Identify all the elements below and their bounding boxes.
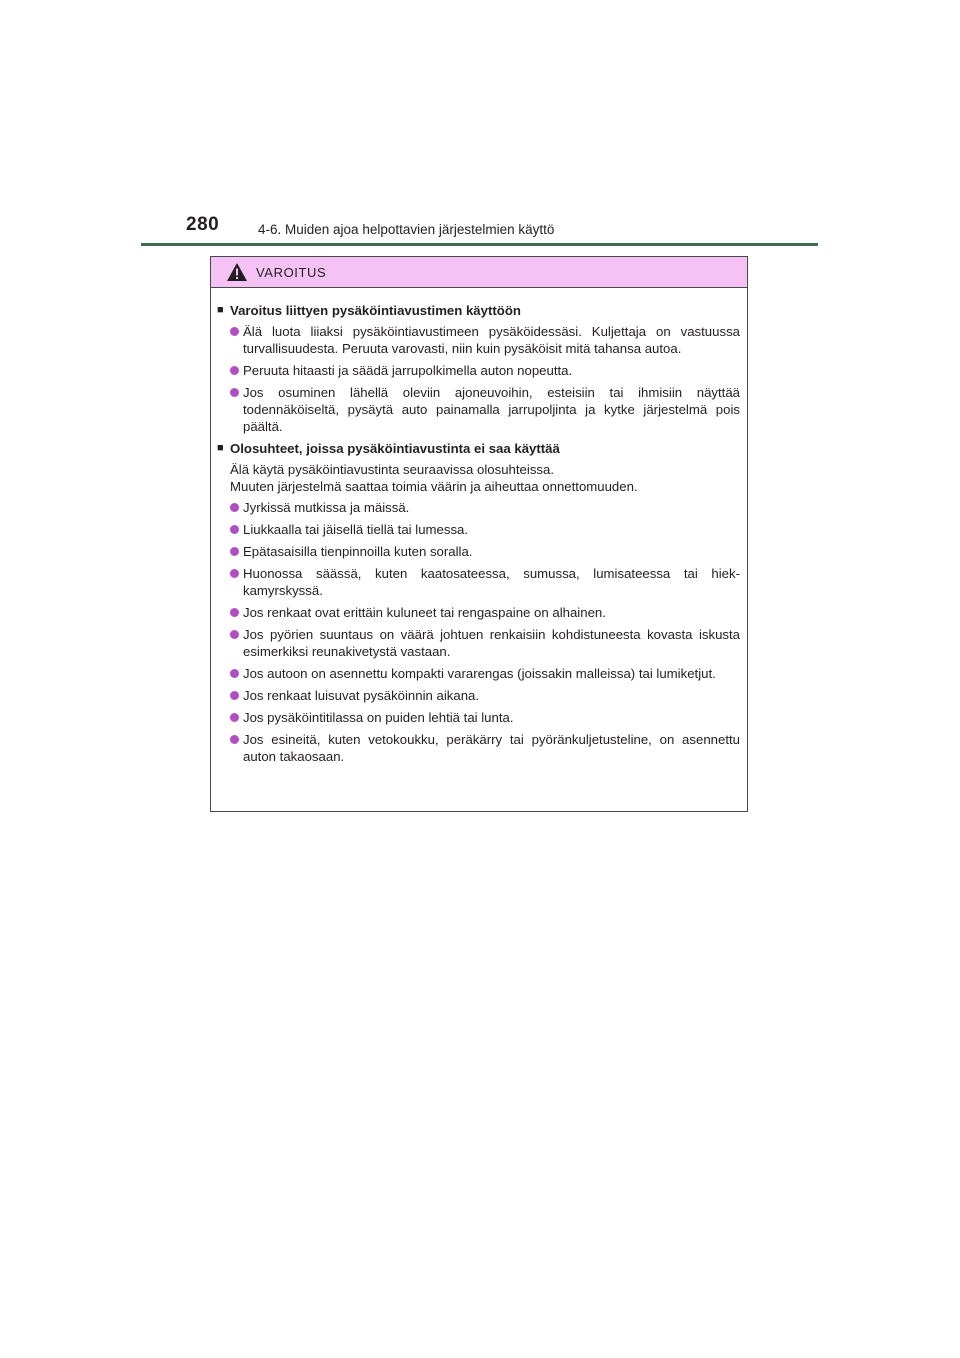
list-item: Liukkaalla tai jäisellä tiellä tai lumessa. <box>230 521 740 538</box>
bullet-icon <box>230 691 239 700</box>
section-heading-usage <box>217 302 740 319</box>
list-item: Jos esineitä, kuten vetokoukku, peräkärry tai pyöränkuljetusteline, on asennettu auton takaosaan. <box>230 731 740 765</box>
list-item: Älä luota liiaksi pysäköintiavustimeen pysäköidessäsi. Kuljettaja on vastuussa turvallisuudesta. Peruuta varovasti, niin kuin pysäköisit mitä tahansa autoa. <box>230 323 740 357</box>
list-item: Huonossa säässä, kuten kaatosateessa, sumussa, lumisateessa tai hiek-kamyrskyssä. <box>230 565 740 599</box>
list-item: Epätasaisilla tienpinnoilla kuten soralla. <box>230 543 740 560</box>
square-bullet-icon: ■ <box>217 442 224 454</box>
section-heading-conditions <box>217 440 740 457</box>
warning-body <box>211 288 747 765</box>
conditions-list <box>230 499 740 765</box>
section-heading-text: Olosuhteet, joissa pysäköintiavustinta ei saa käyttää <box>230 441 560 456</box>
list-item: Jyrkissä mutkissa ja mäissä. <box>230 499 740 516</box>
list-item: Jos pysäköintitilassa on puiden lehtiä tai lunta. <box>230 709 740 726</box>
usage-warning-list <box>230 323 740 435</box>
bullet-icon <box>230 608 239 617</box>
bullet-icon <box>230 569 239 578</box>
warning-header <box>211 257 747 288</box>
bullet-icon <box>230 503 239 512</box>
conditions-intro-2: Muuten järjestelmä saattaa toimia väärin ja aiheuttaa onnettomuuden. <box>230 479 638 494</box>
list-item: Jos autoon on asennettu kompakti vararengas (joissakin malleissa) tai lumiketjut. <box>230 665 740 682</box>
conditions-intro-1: Älä käytä pysäköintiavustinta seuraavissa olosuhteissa. <box>230 462 555 477</box>
warning-box <box>210 256 748 812</box>
square-bullet-icon: ■ <box>217 304 224 316</box>
bullet-icon <box>230 366 239 375</box>
section-title: 4-6. Muiden ajoa helpottavien järjestelmien käyttö <box>258 222 555 237</box>
list-item: Jos renkaat ovat erittäin kuluneet tai rengaspaine on alhainen. <box>230 604 740 621</box>
list-item: Jos osuminen lähellä oleviin ajoneuvoihin, esteisiin tai ihmisiin näyttää todennäköiseltä, pysäytä auto painamalla jarrupoljinta ja kytke järjestelmä pois päältä. <box>230 384 740 435</box>
bullet-icon <box>230 547 239 556</box>
page-number: 280 <box>186 214 220 235</box>
bullet-icon <box>230 713 239 722</box>
bullet-icon <box>230 630 239 639</box>
list-item: Jos pyörien suuntaus on väärä johtuen renkaisiin kohdistuneesta kovasta iskusta esimerkiksi reunakivetystä vastaan. <box>230 626 740 660</box>
bullet-icon <box>230 388 239 397</box>
bullet-icon <box>230 669 239 678</box>
section-heading-text: Varoitus liittyen pysäköintiavustimen käyttöön <box>230 303 521 318</box>
bullet-icon <box>230 735 239 744</box>
list-item: Jos renkaat luisuvat pysäköinnin aikana. <box>230 687 740 704</box>
bullet-icon <box>230 525 239 534</box>
bullet-icon <box>230 327 239 336</box>
list-item: Peruuta hitaasti ja säädä jarrupolkimella auton nopeutta. <box>230 362 740 379</box>
warning-triangle-icon <box>226 262 248 282</box>
header-divider <box>141 243 818 246</box>
warning-label: VAROITUS <box>256 265 327 280</box>
